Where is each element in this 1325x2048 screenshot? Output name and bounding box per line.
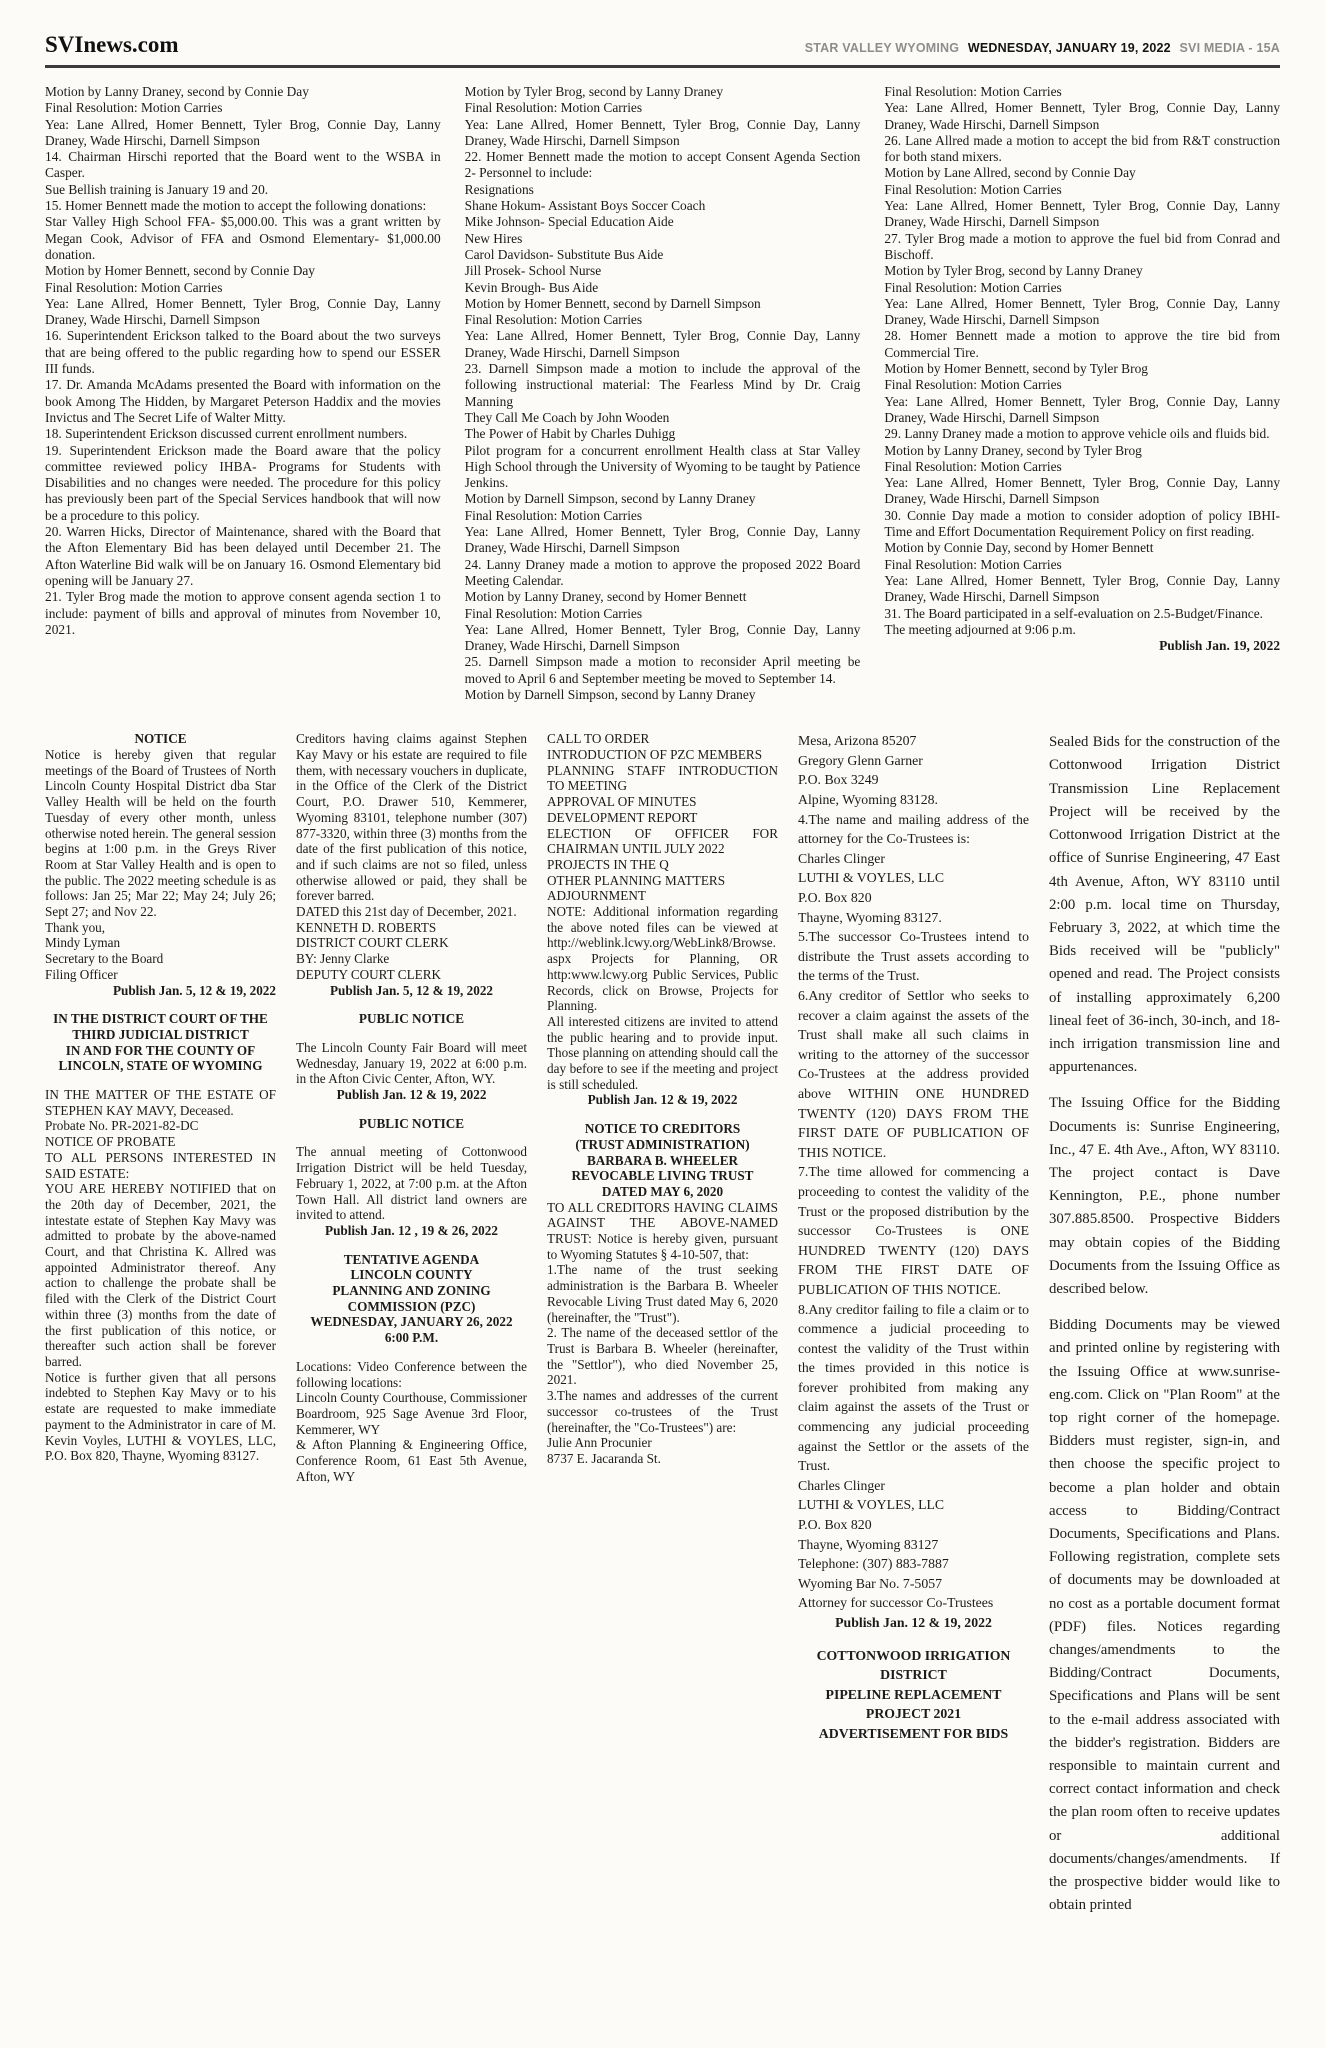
paragraph: Motion by Connie Day, second by Homer Bennett	[884, 540, 1154, 556]
notice-heading: 6:00 P.M.	[384, 1330, 439, 1346]
paragraph: Star Valley High School FFA- $5,000.00. This was a grant written by Megan Cook, Advisor of FFA and Osmond Elementary- $1,000.00 donation.	[45, 214, 441, 262]
paragraph: 19. Superintendent Erickson made the Board aware that the policy committee reviewed policy IHBA- Programs for Students with Disabilities and no changes were needed. The procedure for this policy has previously been part of the Special Services handbook that will now be a procedure to this policy.	[45, 442, 441, 523]
paragraph: & Afton Planning & Engineering Office, Conference Room, 61 East 5th Avenue, Afton, WY	[296, 1437, 527, 1484]
paragraph: 18. Superintendent Erickson discussed current enrollment numbers.	[45, 426, 408, 442]
notice-heading: TENTATIVE AGENDA	[343, 1251, 480, 1267]
paragraph: 21. Tyler Brog made the motion to approve consent agenda section 1 to include: payment of bills and approval of minutes from November 10, 2021.	[45, 589, 441, 637]
issue-date: WEDNESDAY, JANUARY 19, 2022	[967, 41, 1171, 55]
legals-column-4	[798, 731, 1029, 1917]
paragraph: Attorney for successor Co-Trustees	[798, 1595, 994, 1611]
paragraph: DEVELOPMENT REPORT	[547, 809, 698, 825]
paragraph: Yea: Lane Allred, Homer Bennett, Tyler Brog, Connie Day, Lanny Draney, Wade Hirschi, Darnell Simpson	[464, 328, 861, 360]
minutes-column-1	[45, 84, 441, 703]
paragraph: Final Resolution: Motion Carries	[45, 279, 223, 295]
paragraph: Final Resolution: Motion Carries	[884, 84, 1062, 99]
notice-heading: COTTONWOOD IRRIGATION DISTRICT	[816, 1647, 1011, 1683]
paragraph: LUTHI & VOYLES, LLC	[798, 1497, 945, 1513]
paragraph: Yea: Lane Allred, Homer Bennett, Tyler Brog, Connie Day, Lanny Draney, Wade Hirschi, Darnell Simpson	[464, 116, 861, 148]
paragraph: Final Resolution: Motion Carries	[464, 507, 643, 523]
paragraph: Bidding Documents may be viewed and printed online by registering with the Issuing Office at www.sunrise-eng.com. Click on "Plan Room" at the top right corner of the homepage. Bidders must register, sign-in, and then choose the specific project to become a plan holder and obtain access to Bidding/Contract Documents, Specifications and Plans. Following registration, complete sets of documents may be downloaded at no cost as a portable document format (PDF) files. Notices regarding changes/amendments to the Bidding/Contract Documents, Specifications and Plans will be sent to the e-mail address associated with the bidder's registration. Bidders are responsible to maintain current and correct contact information and check the plan room often to receive updates or additional documents/changes/amendments. If the prospective bidder would like to obtain printed	[1049, 1317, 1280, 1914]
paragraph: IN THE MATTER OF THE ESTATE OF STEPHEN KAY MAVY, Deceased.	[45, 1087, 276, 1118]
paragraph: Jill Prosek- School Nurse	[464, 263, 602, 279]
paragraph: P.O. Box 820	[798, 890, 872, 906]
publish-line: Publish Jan. 5, 12 & 19, 2022	[112, 982, 276, 998]
paragraph: Notice is further given that all persons indebted to Stephen Kay Mavy or to his estate are requested to make immediate payment to the Administrator in care of M. Kevin Voyles, LUTHI & VOYLES, LLC, P.O. Box 820, Thayne, Wyoming 83127.	[45, 1369, 276, 1464]
paragraph: Motion by Lane Allred, second by Connie Day	[884, 165, 1136, 181]
paragraph: Motion by Darnell Simpson, second by Lanny Draney	[464, 491, 756, 507]
paragraph: KENNETH D. ROBERTS	[296, 919, 437, 935]
paragraph: Thank you,	[45, 919, 106, 935]
paragraph: The annual meeting of Cottonwood Irrigation District will be held Tuesday, February 1, 2022, at 7:00 p.m. at the Afton Town Hall. All district land owners are invited to attend.	[296, 1144, 527, 1223]
paragraph: 20. Warren Hicks, Director of Maintenance, shared with the Board that the Afton Elementary Bid has been delayed until December 21. The Afton Waterline Bid walk will be on January 16. Osmond Elementary bid opening will be January 27.	[45, 524, 441, 588]
legals-column-5	[1049, 731, 1280, 1917]
notice-heading: NOTICE TO CREDITORS	[584, 1121, 741, 1137]
masthead-rule	[45, 65, 1280, 68]
paragraph: Pilot program for a concurrent enrollment Health class at Star Valley High School through the University of Wyoming to be taught by Patience Jenkins.	[464, 442, 861, 491]
notice-heading: LINCOLN COUNTY	[350, 1267, 473, 1283]
notice-heading: WEDNESDAY, JANUARY 26, 2022	[310, 1314, 513, 1330]
paragraph: APPROVAL OF MINUTES	[547, 794, 697, 810]
notice-heading: NOTICE	[134, 731, 187, 747]
paragraph: 28. Homer Bennett made a motion to approve the tire bid from Commercial Tire.	[884, 328, 1281, 360]
paragraph: ADJOURNMENT	[547, 888, 646, 904]
paragraph: 25. Darnell Simpson made a motion to reconsider April meeting be moved to April 6 and September meeting be moved to September 14.	[464, 654, 861, 686]
paragraph: 30. Connie Day made a motion to consider adoption of policy IBHI- Time and Effort Documentation Requirement Policy on first reading.	[884, 507, 1281, 540]
issue-location: STAR VALLEY WYOMING	[804, 41, 960, 55]
paragraph: 26. Lane Allred made a motion to accept the bid from R&T construction for both stand mixers.	[884, 132, 1281, 165]
publish-line: Publish Jan. 5, 12 & 19, 2022	[329, 982, 494, 998]
paragraph: 3.The names and addresses of the current successor co-trustees of the Trust (hereinafter, the "Co-Trustees") are:	[547, 1388, 778, 1435]
paragraph: Kevin Brough- Bus Aide	[464, 279, 599, 295]
paragraph: 27. Tyler Brog made a motion to approve the fuel bid from Conrad and Bischoff.	[884, 230, 1281, 262]
paragraph: PROJECTS IN THE Q	[547, 856, 669, 872]
notice-heading: COMMISSION (PZC)	[347, 1298, 476, 1314]
paragraph: 7.The time allowed for commencing a proceeding to contest the validity of the Trust or the proposed distribution by the successor Co-Trustees is ONE HUNDRED TWENTY (120) DAYS FROM THE FIRST DATE OF PUBLICATION OF THIS NOTICE.	[798, 1164, 1029, 1297]
paragraph: All interested citizens are invited to attend the public hearing and to provide input. Those planning on attending should call the day before to see if the meeting and project is still scheduled.	[547, 1013, 778, 1092]
notice-heading: DATED MAY 6, 2020	[601, 1183, 724, 1199]
paragraph: Final Resolution: Motion Carries	[884, 181, 1062, 197]
paragraph: Resignations	[464, 181, 534, 197]
paragraph: ELECTION OF OFFICER FOR CHAIRMAN UNTIL JULY 2022	[547, 825, 778, 857]
paragraph: Final Resolution: Motion Carries	[884, 279, 1062, 295]
notice-heading: ADVERTISEMENT FOR BIDS	[818, 1725, 1009, 1741]
paragraph: NOTICE OF PROBATE	[45, 1134, 176, 1150]
paragraph: BY: Jenny Clarke	[296, 951, 390, 967]
paragraph: Charles Clinger	[798, 1477, 885, 1493]
paragraph: 1.The name of the trust seeking administration is the Barbara B. Wheeler Revocable Living Trust dated May 6, 2020 (hereinafter, the "Trust").	[547, 1262, 778, 1325]
site-title: SVInews.com	[45, 32, 179, 57]
legals-column-3	[547, 731, 778, 1917]
notice-heading: BARBARA B. WHEELER	[586, 1152, 739, 1168]
paragraph: Julie Ann Procunier	[547, 1435, 652, 1451]
notice-heading: PUBLIC NOTICE	[358, 1011, 465, 1027]
masthead	[45, 32, 1280, 65]
paragraph: Yea: Lane Allred, Homer Bennett, Tyler Brog, Connie Day, Lanny Draney, Wade Hirschi, Darnell Simpson	[884, 295, 1281, 328]
paragraph: Sealed Bids for the construction of the Cottonwood Irrigation District Transmission Line Replacement Project will be received by the Cottonwood Irrigation District at the office of Sunrise Engineering, 47 East 4th Avenue, Afton, WY 83110 until 2:00 p.m. local time on Thursday, February 3, 2022, at which time the Bids received will be "publicly" opened and read. The Project consists of installing approximately 6,200 lineal feet of 36-inch, 30-inch, and 18-inch irrigation transmission line and appurtenances.	[1049, 734, 1280, 1076]
paragraph: Alpine, Wyoming 83128.	[798, 792, 938, 808]
legals-column-1	[45, 731, 276, 1917]
paragraph: Charles Clinger	[798, 850, 885, 866]
paragraph: Final Resolution: Motion Carries	[884, 377, 1062, 393]
paragraph: Lincoln County Courthouse, Commissioner Boardroom, 925 Sage Avenue 3rd Floor, Kemmerer, WY	[296, 1390, 527, 1437]
notice-heading: PIPELINE REPLACEMENT PROJECT 2021	[825, 1686, 1002, 1722]
paragraph: 23. Darnell Simpson made a motion to include the approval of the following instructional material: The Fearless Mind by Dr. Craig Manning	[464, 361, 861, 409]
paragraph: INTRODUCTION OF PZC MEMBERS	[547, 746, 763, 762]
paragraph: Yea: Lane Allred, Homer Bennett, Tyler Brog, Connie Day, Lanny Draney, Wade Hirschi, Darnell Simpson	[45, 116, 441, 148]
paragraph: DISTRICT COURT CLERK	[296, 935, 449, 951]
paragraph: Yea: Lane Allred, Homer Bennett, Tyler Brog, Connie Day, Lanny Draney, Wade Hirschi, Darnell Simpson	[464, 621, 861, 654]
publish-line: Publish Jan. 19, 2022	[1159, 638, 1281, 654]
paragraph: Final Resolution: Motion Carries	[464, 605, 643, 621]
notice-heading: PUBLIC NOTICE	[358, 1115, 465, 1131]
paragraph: New Hires	[464, 230, 523, 246]
paragraph: Sue Bellish training is January 19 and 20.	[45, 181, 269, 197]
paragraph: Yea: Lane Allred, Homer Bennett, Tyler Brog, Connie Day, Lanny Draney, Wade Hirschi, Darnell Simpson	[884, 475, 1281, 507]
publish-line: Publish Jan. 12 & 19, 2022	[587, 1092, 738, 1108]
paragraph: Mesa, Arizona 85207	[798, 733, 917, 749]
paragraph: TO ALL PERSONS INTERESTED IN SAID ESTATE:	[45, 1149, 276, 1181]
paragraph: Motion by Lanny Draney, second by Homer Bennett	[464, 589, 747, 605]
paragraph: The Lincoln County Fair Board will meet Wednesday, January 19, 2022 at 6:00 p.m. in the Afton Civic Center, Afton, WY.	[296, 1039, 527, 1087]
paragraph: Secretary to the Board	[45, 951, 164, 967]
paragraph: Motion by Homer Bennett, second by Tyler Brog	[884, 361, 1148, 377]
paragraph: The Issuing Office for the Bidding Documents is: Sunrise Engineering, Inc., 47 E. 4th Ave., Afton, WY 83110. The project contact is Dave Kennington, P.E., phone number 307.885.8500. Prospective Bidders may obtain copies of the Bidding Documents from the Issuing Office as described below.	[1049, 1095, 1280, 1297]
notice-heading: PLANNING AND ZONING	[332, 1283, 491, 1299]
paragraph: Yea: Lane Allred, Homer Bennett, Tyler Brog, Connie Day, Lanny Draney, Wade Hirschi, Darnell Simpson	[884, 198, 1281, 230]
paragraph: Filing Officer	[45, 966, 118, 982]
paragraph: Motion by Tyler Brog, second by Lanny Draney	[464, 84, 724, 99]
paragraph: The meeting adjourned at 9:06 p.m.	[884, 621, 1076, 637]
notice-heading: REVOCABLE LIVING TRUST	[571, 1168, 754, 1184]
paragraph: Final Resolution: Motion Carries	[464, 312, 643, 328]
paragraph: Yea: Lane Allred, Homer Bennett, Tyler Brog, Connie Day, Lanny Draney, Wade Hirschi, Darnell Simpson	[884, 393, 1281, 425]
paragraph: 16. Superintendent Erickson talked to the Board about the two surveys that are being offered to the public regarding how to spend our ESSER III funds.	[45, 328, 441, 377]
minutes-column-2	[465, 84, 861, 703]
paragraph: P.O. Box 3249	[798, 772, 879, 788]
paragraph: PLANNING STAFF INTRODUCTION TO MEETING	[547, 762, 778, 794]
paragraph: 5.The successor Co-Trustees intend to distribute the Trust assets according to the terms of the Trust.	[798, 929, 1029, 984]
paragraph: 14. Chairman Hirschi reported that the Board went to the WSBA in Casper.	[45, 149, 441, 181]
publish-line: Publish Jan. 12 & 19, 2022	[835, 1615, 992, 1630]
paragraph: 22. Homer Bennett made the motion to accept Consent Agenda Section 2- Personnel to include:	[464, 149, 861, 181]
paragraph: Wyoming Bar No. 7-5057	[798, 1575, 943, 1591]
paragraph: Final Resolution: Motion Carries	[45, 100, 223, 116]
paragraph: Yea: Lane Allred, Homer Bennett, Tyler Brog, Connie Day, Lanny Draney, Wade Hirschi, Darnell Simpson	[884, 572, 1281, 605]
paragraph: NOTE: Additional information regarding the above noted files can be viewed at http://weblink.lcwy.org/WebLink8/Browse.aspx Projects for Planning, OR http:www.lcwy.org Public Services, Public Records, click on Browse, Projects for Planning.	[547, 904, 778, 1014]
paragraph: YOU ARE HEREBY NOTIFIED that on the 20th day of December, 2021, the intestate estate of Stephen Kay Mavy was admitted to probate by the above-named Court, and that Christina K. Allred was appointed Administrator thereof. Any action to challenge the probate shall be filed with the Clerk of the District Court within three (3) months from the date of the first publication of this notice, or thereafter such action shall be forever barred.	[45, 1181, 276, 1369]
paragraph: P.O. Box 820	[798, 1517, 872, 1533]
paragraph: OTHER PLANNING MATTERS	[547, 872, 726, 888]
paragraph: Mike Johnson- Special Education Aide	[464, 214, 674, 230]
paragraph: Telephone: (307) 883-7887	[798, 1556, 949, 1572]
paragraph: 15. Homer Bennett made the motion to accept the following donations:	[45, 198, 427, 214]
paragraph: The Power of Habit by Charles Duhigg	[464, 426, 676, 442]
paragraph: 8.Any creditor failing to file a claim or to commence a judicial proceeding to contest the validity of the Trust within the times provided in this notice is forever prohibited from making any claim against the assets of the Trust or commencing any judicial proceeding against the Settlor or the assets of the Trust.	[798, 1301, 1029, 1474]
paragraph: Final Resolution: Motion Carries	[884, 458, 1062, 474]
paragraph: 4.The name and mailing address of the attorney for the Co-Trustees is:	[798, 811, 1029, 847]
paragraph: Motion by Homer Bennett, second by Connie Day	[45, 263, 316, 279]
legals-column-2	[296, 731, 527, 1917]
notice-heading: IN AND FOR THE COUNTY OF LINCOLN, STATE OF WYOMING	[58, 1042, 263, 1074]
paragraph: 6.Any creditor of Settlor who seeks to recover a claim against the assets of the Trust shall make all such claims in writing to the attorney of the successor Co-Trustees at the address provided above WITHIN ONE HUNDRED TWENTY (120) DAYS FROM THE FIRST DATE OF PUBLICATION OF THIS NOTICE.	[798, 988, 1029, 1160]
paragraph: Yea: Lane Allred, Homer Bennett, Tyler Brog, Connie Day, Lanny Draney, Wade Hirschi, Darnell Simpson	[464, 524, 861, 556]
paragraph: Final Resolution: Motion Carries	[464, 100, 643, 116]
paragraph: TO ALL CREDITORS HAVING CLAIMS AGAINST THE ABOVE-NAMED TRUST: Notice is hereby given, pursuant to Wyoming Statutes § 4-10-507, that:	[547, 1199, 778, 1262]
paragraph: Notice is hereby given that regular meetings of the Board of Trustees of North Lincoln County Hospital District dba Star Valley Health will be held on the fourth Tuesday of every other month, unless otherwise noted herein. The general session begins at 1:00 p.m. in the Greys River Room at Star Valley Health and is open to the public. The 2022 meeting schedule is as follows: Jan 25; Mar 22; May 24; July 26; Sept 27; and Nov 22.	[45, 746, 276, 920]
publish-line: Publish Jan. 12 & 19, 2022	[336, 1087, 487, 1103]
paragraph: 8737 E. Jacaranda St.	[547, 1450, 661, 1466]
paragraph: CALL TO ORDER	[547, 731, 650, 747]
minutes-column-3	[884, 84, 1280, 703]
paragraph: 17. Dr. Amanda McAdams presented the Board with information on the book Among The Hidden, by Margaret Peterson Haddix and the movies Invictus and The Secret Life of Walter Mitty.	[45, 377, 441, 425]
paragraph: DATED this 21st day of December, 2021.	[296, 904, 517, 920]
notice-heading: IN THE DISTRICT COURT OF THE THIRD JUDICIAL DISTRICT	[53, 1011, 268, 1042]
paragraph: They Call Me Coach by John Wooden	[464, 409, 670, 425]
paragraph: Locations: Video Conference between the following locations:	[296, 1358, 527, 1390]
paragraph: Motion by Darnell Simpson, second by Lanny Draney	[464, 686, 756, 702]
issue-line	[800, 41, 1280, 55]
paragraph: Motion by Tyler Brog, second by Lanny Draney	[884, 263, 1143, 279]
paragraph: LUTHI & VOYLES, LLC	[798, 870, 945, 886]
paragraph: Thayne, Wyoming 83127	[798, 1536, 939, 1552]
paragraph: Thayne, Wyoming 83127.	[798, 909, 942, 925]
issue-edition: SVI MEDIA - 15A	[1179, 41, 1280, 55]
paragraph: Mindy Lyman	[45, 935, 121, 951]
paragraph: Carol Davidson- Substitute Bus Aide	[464, 246, 664, 262]
paragraph: Final Resolution: Motion Carries	[884, 556, 1062, 572]
paragraph: Motion by Lanny Draney, second by Connie Day	[45, 84, 309, 99]
paragraph: Probate No. PR-2021-82-DC	[45, 1118, 199, 1134]
paragraph: Gregory Glenn Garner	[798, 752, 923, 768]
paragraph: Yea: Lane Allred, Homer Bennett, Tyler Brog, Connie Day, Lanny Draney, Wade Hirschi, Darnell Simpson	[45, 295, 441, 328]
paragraph: 31. The Board participated in a self-evaluation on 2.5-Budget/Finance.	[884, 605, 1264, 621]
legal-notices-section	[45, 731, 1280, 1917]
publish-line: Publish Jan. 12 , 19 & 26, 2022	[325, 1222, 498, 1238]
paragraph: DEPUTY COURT CLERK	[296, 966, 442, 982]
paragraph: 24. Lanny Draney made a motion to approve the proposed 2022 Board Meeting Calendar.	[464, 556, 861, 588]
paragraph: Motion by Lanny Draney, second by Tyler Brog	[884, 442, 1142, 458]
board-minutes-section	[45, 84, 1280, 703]
paragraph: Yea: Lane Allred, Homer Bennett, Tyler Brog, Connie Day, Lanny Draney, Wade Hirschi, Darnell Simpson	[884, 100, 1281, 132]
paragraph: Shane Hokum- Assistant Boys Soccer Coach	[464, 198, 706, 214]
notice-heading: (TRUST ADMINISTRATION)	[575, 1136, 750, 1152]
paragraph: Creditors having claims against Stephen Kay Mavy or his estate are required to file them, with necessary vouchers in duplicate, in the Office of the Clerk of the District Court, P.O. Drawer 510, Kemmerer, Wyoming 83101, telephone number (307) 877-3320, within three (3) months from the date of the first publication of this notice, and if such claims are not so filed, unless otherwise allowed or paid, they shall be forever barred.	[296, 731, 527, 904]
paragraph: 2. The name of the deceased settlor of the Trust is Barbara B. Wheeler (hereinafter, the "Settlor"), who died November 25, 2021.	[547, 1325, 778, 1388]
paragraph: 29. Lanny Draney made a motion to approve vehicle oils and fluids bid.	[884, 426, 1270, 442]
paragraph: Motion by Homer Bennett, second by Darnell Simpson	[464, 295, 761, 311]
